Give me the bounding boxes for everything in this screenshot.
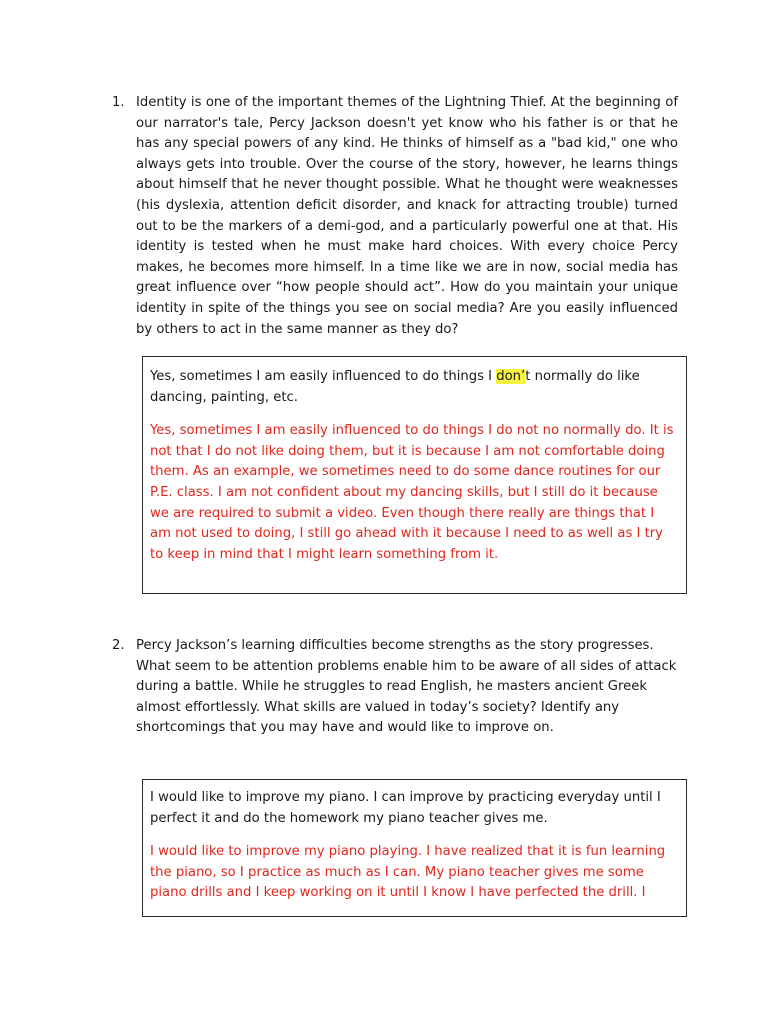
question-2-prompt: Percy Jackson’s learning difficulties become strengths as the story progresses. What seem to be attention problems enable him to be aware of all sides of attack during a battle. While he struggles to read English, he masters ancient Greek almost effortlessly. What skills are valued in today’s society? Identify any shortcomings that you may have and would like to improve on. — [136, 638, 677, 736]
teacher-revision-2: I would like to improve my piano playing. I have realized that it is fun learning the piano, so I practice as much as I can. My piano teacher gives me some piano drills and I keep working on it until I know I have perfected the drill. I — [150, 844, 666, 901]
question-1-text — [136, 93, 678, 340]
answer-box-1[interactable] — [142, 356, 687, 594]
question-2-number: 2. — [112, 638, 125, 653]
question-1-prompt: Identity is one of the important themes of the Lightning Thief. At the beginning of our narrator's tale, Percy Jackson doesn't yet know who his father is or that he has any special powers of any kind. He thinks of himself as a "bad kid," one who always gets into trouble. Over the course of the story, however, he learns things about himself that he never thought possible. What he thought were weaknesses (his dyslexia, attention deficit disorder, and knack for attracting trouble) turned out to be the markers of a demi-god, and a particularly powerful one at that. His identity is tested when he must make hard choices. With every choice Percy makes, he becomes more himself. In a time like we are in now, social media has great influence over “how people should act”. How do you maintain your unique identity in spite of the things you see on social media? Are you easily influenced by others to act in the same manner as they do? — [136, 95, 678, 337]
question-1-number: 1. — [112, 95, 125, 110]
highlighted-word: don’ — [496, 369, 526, 384]
student-answer-2: I would like to improve my piano. I can improve by practicing everyday until I perfect it and do the homework my piano teacher gives me. — [150, 790, 661, 826]
student-answer-1-part-b: t normally do like dancing, painting, etc. — [150, 369, 640, 405]
student-answer-1 — [150, 367, 676, 408]
answer-box-2[interactable] — [142, 779, 687, 917]
teacher-revision-1: Yes, sometimes I am easily influenced to do things I do not no normally do. It is not that I do not like doing them, but it is because I am not comfortable doing them. As an example, we sometimes need to do some dance routines for our P.E. class. I am not confident about my dancing skills, but I still do it because we are required to submit a video. Even though there really are things that I am not used to doing, I still go ahead with it because I need to as well as I try to keep in mind that I might learn something from it. — [150, 423, 674, 562]
question-2-text — [136, 636, 678, 739]
student-answer-1-part-a: Yes, sometimes I am easily influenced to do things I — [150, 369, 497, 384]
